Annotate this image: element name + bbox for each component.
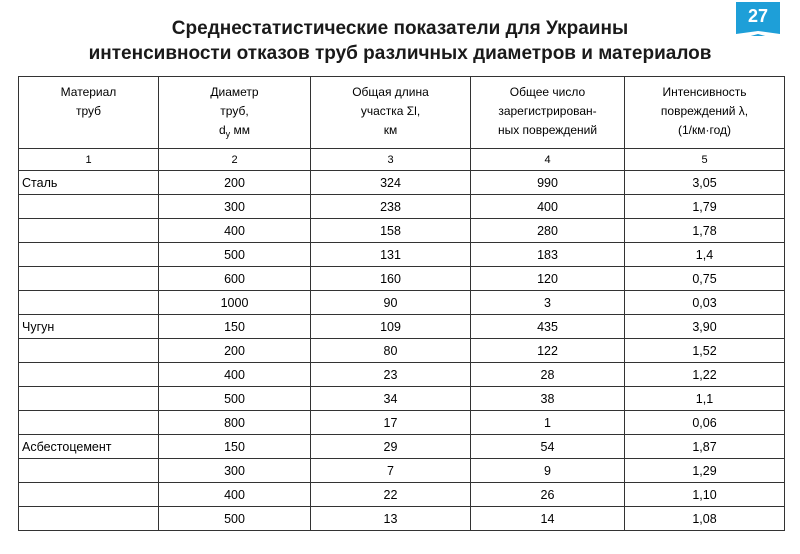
cell-diameter: 300	[159, 459, 311, 483]
cell-count: 122	[471, 339, 625, 363]
cell-diameter: 400	[159, 363, 311, 387]
cell-diameter: 300	[159, 195, 311, 219]
cell-intensity: 0,03	[625, 291, 785, 315]
cell-material	[19, 291, 159, 315]
column-number: 5	[625, 149, 785, 171]
table-row	[19, 267, 785, 291]
header-count: Общее число зарегистрирован- ных повреждений	[471, 77, 625, 149]
cell-count: 435	[471, 315, 625, 339]
cell-intensity: 1,10	[625, 483, 785, 507]
cell-material	[19, 243, 159, 267]
cell-length: 23	[311, 363, 471, 387]
cell-intensity: 1,29	[625, 459, 785, 483]
table-header-row	[19, 77, 785, 149]
cell-intensity: 1,52	[625, 339, 785, 363]
cell-count: 120	[471, 267, 625, 291]
table-row	[19, 363, 785, 387]
cell-material	[19, 459, 159, 483]
cell-count: 26	[471, 483, 625, 507]
table-row	[19, 315, 785, 339]
cell-material	[19, 363, 159, 387]
cell-count: 990	[471, 171, 625, 195]
cell-diameter: 150	[159, 315, 311, 339]
cell-length: 13	[311, 507, 471, 531]
cell-count: 28	[471, 363, 625, 387]
cell-length: 238	[311, 195, 471, 219]
title-line-2: интенсивности отказов труб различных диаметров и материалов	[88, 43, 712, 64]
cell-intensity: 0,06	[625, 411, 785, 435]
cell-length: 324	[311, 171, 471, 195]
cell-intensity: 1,08	[625, 507, 785, 531]
cell-diameter: 500	[159, 243, 311, 267]
cell-length: 109	[311, 315, 471, 339]
header-intensity: Интенсивность повреждений λ, (1/км·год)	[625, 77, 785, 149]
cell-length: 131	[311, 243, 471, 267]
cell-count: 38	[471, 387, 625, 411]
cell-intensity: 0,75	[625, 267, 785, 291]
cell-length: 160	[311, 267, 471, 291]
column-number-row	[19, 149, 785, 171]
slide-number: 27	[747, 6, 769, 26]
cell-count: 280	[471, 219, 625, 243]
cell-intensity: 3,90	[625, 315, 785, 339]
cell-diameter: 600	[159, 267, 311, 291]
cell-intensity: 1,1	[625, 387, 785, 411]
title-line-1: Среднестатистические показатели для Украины	[171, 18, 629, 39]
column-number: 2	[159, 149, 311, 171]
cell-intensity: 1,78	[625, 219, 785, 243]
table-row	[19, 435, 785, 459]
cell-material	[19, 387, 159, 411]
cell-diameter: 200	[159, 339, 311, 363]
header-diameter: Диаметр труб, $d_у$ мм	[159, 77, 311, 149]
cell-diameter: 200	[159, 171, 311, 195]
cell-length: 17	[311, 411, 471, 435]
table-row	[19, 483, 785, 507]
cell-count: 3	[471, 291, 625, 315]
cell-count: 54	[471, 435, 625, 459]
header-material: Материал труб	[19, 77, 159, 149]
cell-diameter: 500	[159, 387, 311, 411]
table-row	[19, 219, 785, 243]
table-row	[19, 459, 785, 483]
cell-length: 22	[311, 483, 471, 507]
cell-material	[19, 339, 159, 363]
cell-length: 29	[311, 435, 471, 459]
cell-material: Чугун	[19, 315, 159, 339]
header-length: Общая длина участка Σl, км	[311, 77, 471, 149]
cell-length: 158	[311, 219, 471, 243]
column-number: 4	[471, 149, 625, 171]
table-row	[19, 195, 785, 219]
table-row	[19, 411, 785, 435]
cell-material: Сталь	[19, 171, 159, 195]
cell-length: 80	[311, 339, 471, 363]
cell-material	[19, 411, 159, 435]
cell-intensity: 1,4	[625, 243, 785, 267]
cell-diameter: 500	[159, 507, 311, 531]
cell-length: 7	[311, 459, 471, 483]
cell-diameter: 150	[159, 435, 311, 459]
table-row	[19, 171, 785, 195]
table-row	[19, 507, 785, 531]
cell-diameter: 1000	[159, 291, 311, 315]
slide-title	[0, 16, 800, 66]
failure-rate-table	[18, 76, 785, 531]
cell-count: 1	[471, 411, 625, 435]
cell-count: 400	[471, 195, 625, 219]
column-number: 1	[19, 149, 159, 171]
cell-length: 90	[311, 291, 471, 315]
table-row	[19, 387, 785, 411]
cell-intensity: 1,22	[625, 363, 785, 387]
cell-intensity: 1,87	[625, 435, 785, 459]
cell-material	[19, 195, 159, 219]
cell-material	[19, 507, 159, 531]
cell-diameter: 400	[159, 483, 311, 507]
cell-intensity: 3,05	[625, 171, 785, 195]
cell-intensity: 1,79	[625, 195, 785, 219]
table-row	[19, 339, 785, 363]
cell-material: Асбестоцемент	[19, 435, 159, 459]
cell-count: 14	[471, 507, 625, 531]
cell-diameter: 800	[159, 411, 311, 435]
table-row	[19, 243, 785, 267]
cell-material	[19, 483, 159, 507]
cell-length: 34	[311, 387, 471, 411]
cell-material	[19, 267, 159, 291]
cell-diameter: 400	[159, 219, 311, 243]
column-number: 3	[311, 149, 471, 171]
table-row	[19, 291, 785, 315]
cell-material	[19, 219, 159, 243]
cell-count: 183	[471, 243, 625, 267]
cell-count: 9	[471, 459, 625, 483]
